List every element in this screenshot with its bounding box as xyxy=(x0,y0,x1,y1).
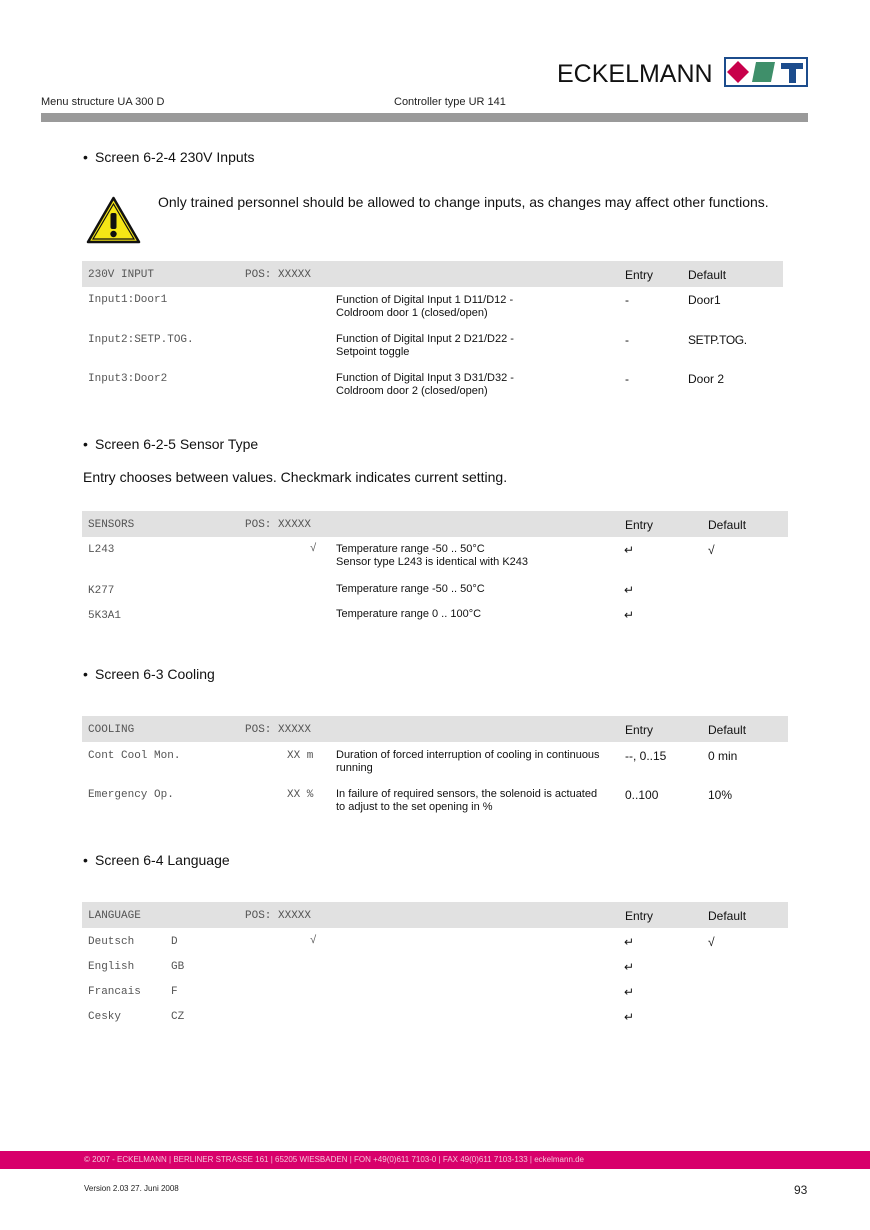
logo-icon xyxy=(724,57,808,87)
warning-text: Only trained personnel should be allowed to change inputs, as changes may affect other functions. xyxy=(158,194,769,210)
warning-icon xyxy=(86,196,141,244)
section-heading: • Screen 6-2-5 Sensor Type xyxy=(83,436,259,452)
param-entry: - xyxy=(625,333,629,347)
current-setting-checkmark: √ xyxy=(310,935,317,947)
default-checkmark: √ xyxy=(708,935,715,949)
table-pos: POS: XXXXX xyxy=(245,269,312,281)
param-description: Temperature range 0 .. 100°C xyxy=(336,608,482,620)
param-entry: 0..100 xyxy=(625,788,659,802)
param-entry: --, 0..15 xyxy=(625,749,667,763)
page-number: 93 xyxy=(794,1183,808,1197)
enter-key-icon: ↵ xyxy=(624,608,635,622)
table-pos: POS: XXXXX xyxy=(245,910,312,922)
header-controller-type: Controller type UR 141 xyxy=(394,96,506,108)
table-pos: POS: XXXXX xyxy=(245,724,312,736)
language-code: CZ xyxy=(171,1011,185,1023)
section-heading: • Screen 6-2-4 230V Inputs xyxy=(83,149,255,165)
header-divider xyxy=(41,113,808,122)
language-name: English xyxy=(88,961,135,973)
language-name: Deutsch xyxy=(88,936,135,948)
param-description: Function of Digital Input 2 D21/D22 - Setpoint toggle xyxy=(336,333,514,358)
param-name: K277 xyxy=(88,585,115,597)
param-description: Temperature range -50 .. 50°C Sensor type L243 is identical with K243 xyxy=(336,543,529,568)
section-heading: • Screen 6-4 Language xyxy=(83,852,230,868)
param-entry: - xyxy=(625,372,629,386)
version-date: Version 2.03 27. Juni 2008 xyxy=(84,1184,179,1193)
param-name: Input1:Door1 xyxy=(88,294,168,306)
table-header-sensors xyxy=(82,511,788,537)
header-document-title: Menu structure UA 300 D xyxy=(41,96,165,108)
param-default: 0 min xyxy=(708,749,738,763)
enter-key-icon: ↵ xyxy=(624,1010,635,1024)
footer-contact: © 2007 - ECKELMANN | BERLINER STRASSE 161 | 65205 WIESBADEN | FON +49(0)611 7103-0 | FAX 49(0)611 7103-133 | eckelmann.de xyxy=(84,1155,585,1164)
table-title: 230V INPUT xyxy=(88,269,155,281)
param-name: Input2:SETP.TOG. xyxy=(88,334,194,346)
param-name: Emergency Op. xyxy=(88,789,174,801)
param-unit: XX % xyxy=(287,789,314,801)
enter-key-icon: ↵ xyxy=(624,543,635,557)
param-name: Input3:Door2 xyxy=(88,373,168,385)
language-code: GB xyxy=(171,961,185,973)
param-default: Door 2 xyxy=(688,372,725,386)
param-description: Duration of forced interruption of cooling in continuous running xyxy=(336,749,600,774)
section-intro: Entry chooses between values. Checkmark indicates current setting. xyxy=(83,469,508,485)
entry-column-header: Entry xyxy=(625,518,654,532)
table-header-230v-input xyxy=(82,261,783,287)
param-description: In failure of required sensors, the solenoid is actuated to adjust to the set opening in % xyxy=(336,788,598,813)
param-name: Cont Cool Mon. xyxy=(88,750,181,762)
current-setting-checkmark: √ xyxy=(310,543,317,555)
param-description: Function of Digital Input 1 D11/D12 - Coldroom door 1 (closed/open) xyxy=(336,294,514,319)
language-name: Cesky xyxy=(88,1011,122,1023)
param-name: L243 xyxy=(88,544,115,556)
enter-key-icon: ↵ xyxy=(624,583,635,597)
default-checkmark: √ xyxy=(708,543,715,557)
param-description: Function of Digital Input 3 D31/D32 - Coldroom door 2 (closed/open) xyxy=(336,372,514,397)
param-default: 10% xyxy=(708,788,733,802)
param-unit: XX m xyxy=(287,750,314,762)
language-code: D xyxy=(171,936,178,948)
language-name: Francais xyxy=(88,986,141,998)
entry-column-header: Entry xyxy=(625,268,654,282)
enter-key-icon: ↵ xyxy=(624,960,635,974)
param-default: SETP.TOG. xyxy=(688,333,747,347)
param-entry: - xyxy=(625,293,629,307)
table-title: LANGUAGE xyxy=(88,910,141,922)
param-name: 5K3A1 xyxy=(88,610,122,622)
logo-wordmark: ECKELMANN xyxy=(557,60,713,88)
table-header-cooling xyxy=(82,716,788,742)
enter-key-icon: ↵ xyxy=(624,985,635,999)
entry-column-header: Entry xyxy=(625,909,654,923)
param-description: Temperature range -50 .. 50°C xyxy=(336,583,485,595)
table-title: COOLING xyxy=(88,724,135,736)
default-column-header: Default xyxy=(688,268,727,282)
default-column-header: Default xyxy=(708,723,747,737)
section-heading: • Screen 6-3 Cooling xyxy=(83,666,215,682)
default-column-header: Default xyxy=(708,518,747,532)
table-pos: POS: XXXXX xyxy=(245,519,312,531)
table-header-language xyxy=(82,902,788,928)
entry-column-header: Entry xyxy=(625,723,654,737)
language-code: F xyxy=(171,986,178,998)
param-default: Door1 xyxy=(688,293,721,307)
enter-key-icon: ↵ xyxy=(624,935,635,949)
table-title: SENSORS xyxy=(88,519,135,531)
default-column-header: Default xyxy=(708,909,747,923)
